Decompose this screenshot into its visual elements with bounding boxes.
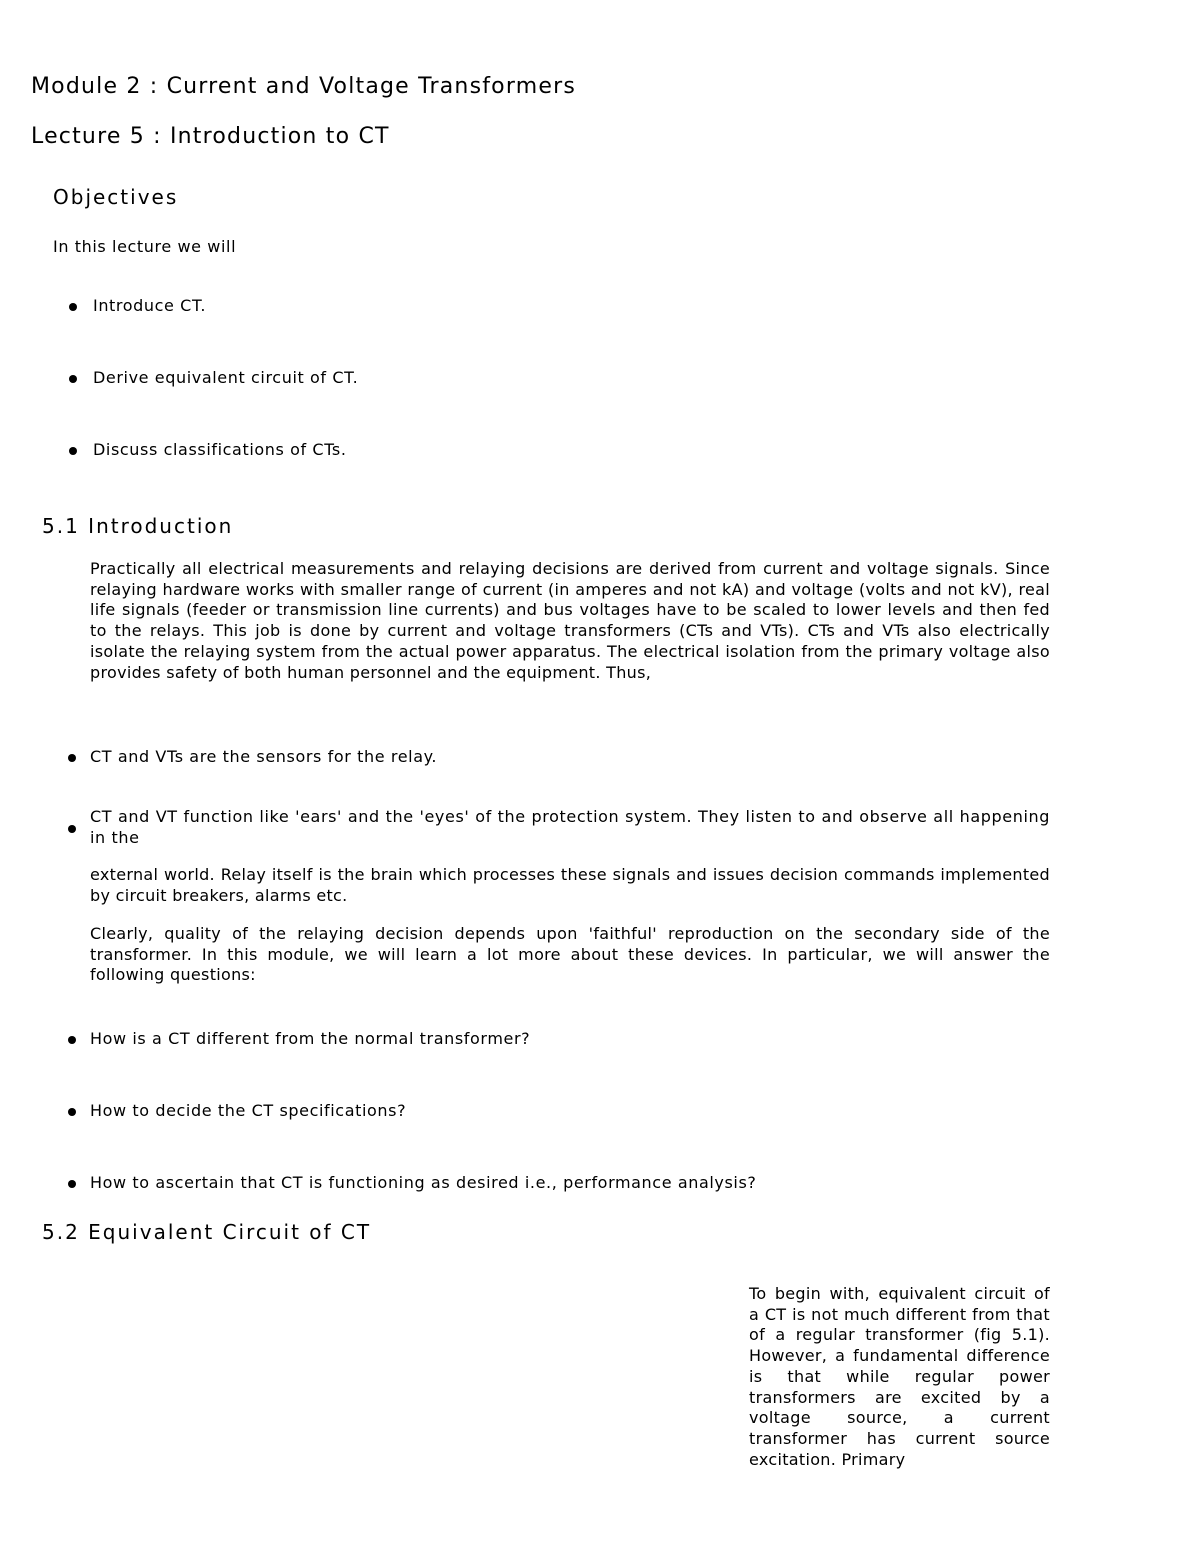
section-5-2-paragraph-1: To begin with, equivalent circuit of a CT is not much different from that of a regular transformer (fig 5.1). However, a fundamental difference is that while regular power transformers are excited by a voltage source, a current transformer has current source excitation. Primary xyxy=(749,1284,1050,1469)
list-item-text: How is a CT different from the normal transformer? xyxy=(90,1029,531,1048)
objectives-intro: In this lecture we will xyxy=(53,237,237,256)
bullet-icon xyxy=(69,375,77,383)
section-5-1-paragraph-1: Practically all electrical measurements and relaying decisions are derived from current and voltage signals. Since relaying hardware works with smaller range of current (in amperes and not kA) and voltage (volts and not kV), real life signals (feeder or transmission line currents) and bus voltages have to be scaled to lower levels and then fed to the relays. This job is done by current and voltage transformers (CTs and VTs). CTs and VTs also electrically isolate the relaying system from the actual power apparatus. The electrical isolation from the primary voltage also provides safety of both human personnel and the equipment. Thus, xyxy=(90,559,1050,682)
bullet-icon xyxy=(69,447,77,455)
section-number: 5.2 xyxy=(42,1220,80,1244)
list-item-text: CT and VTs are the sensors for the relay. xyxy=(90,747,438,766)
bullet-icon xyxy=(68,754,76,762)
bullet-icon xyxy=(69,303,77,311)
list-item xyxy=(90,1029,530,1050)
list-item xyxy=(90,1173,757,1194)
list-item xyxy=(90,1101,406,1122)
list-item xyxy=(90,807,1050,848)
bullet-icon xyxy=(68,825,76,833)
list-item xyxy=(93,296,206,317)
section-5-1-paragraph-2: external world. Relay itself is the brain which processes these signals and issues decision commands implemented by circuit breakers, alarms etc. xyxy=(90,865,1050,905)
list-item-text: Derive equivalent circuit of CT. xyxy=(93,368,359,387)
lecture-title: Lecture 5 : Introduction to CT xyxy=(31,124,390,149)
section-title: Introduction xyxy=(88,514,234,538)
section-number: 5.1 xyxy=(42,514,80,538)
list-item-text: How to decide the CT specifications? xyxy=(90,1101,407,1120)
module-title: Module 2 : Current and Voltage Transformers xyxy=(31,74,576,99)
section-title: Equivalent Circuit of CT xyxy=(88,1220,372,1244)
bullet-icon xyxy=(68,1036,76,1044)
list-item xyxy=(93,368,358,389)
list-item-text: Discuss classifications of CTs. xyxy=(93,440,347,459)
section-5-2-heading xyxy=(42,1220,371,1244)
list-item-text: Introduce CT. xyxy=(93,296,207,315)
bullet-icon xyxy=(68,1180,76,1188)
section-5-1-paragraph-3: Clearly, quality of the relaying decision depends upon 'faithful' reproduction on the secondary side of the transformer. In this module, we will learn a lot more about these devices. In particular, we will answer the following questions: xyxy=(90,924,1050,985)
section-5-1-heading xyxy=(42,514,233,538)
list-item-text: How to ascertain that CT is functioning as desired i.e., performance analysis? xyxy=(90,1173,757,1192)
objectives-heading: Objectives xyxy=(53,185,179,209)
bullet-icon xyxy=(68,1108,76,1116)
list-item xyxy=(90,747,437,768)
list-item-text: CT and VT function like 'ears' and the 'eyes' of the protection system. They listen to and observe all happening in the xyxy=(90,807,1050,847)
list-item xyxy=(93,440,347,461)
